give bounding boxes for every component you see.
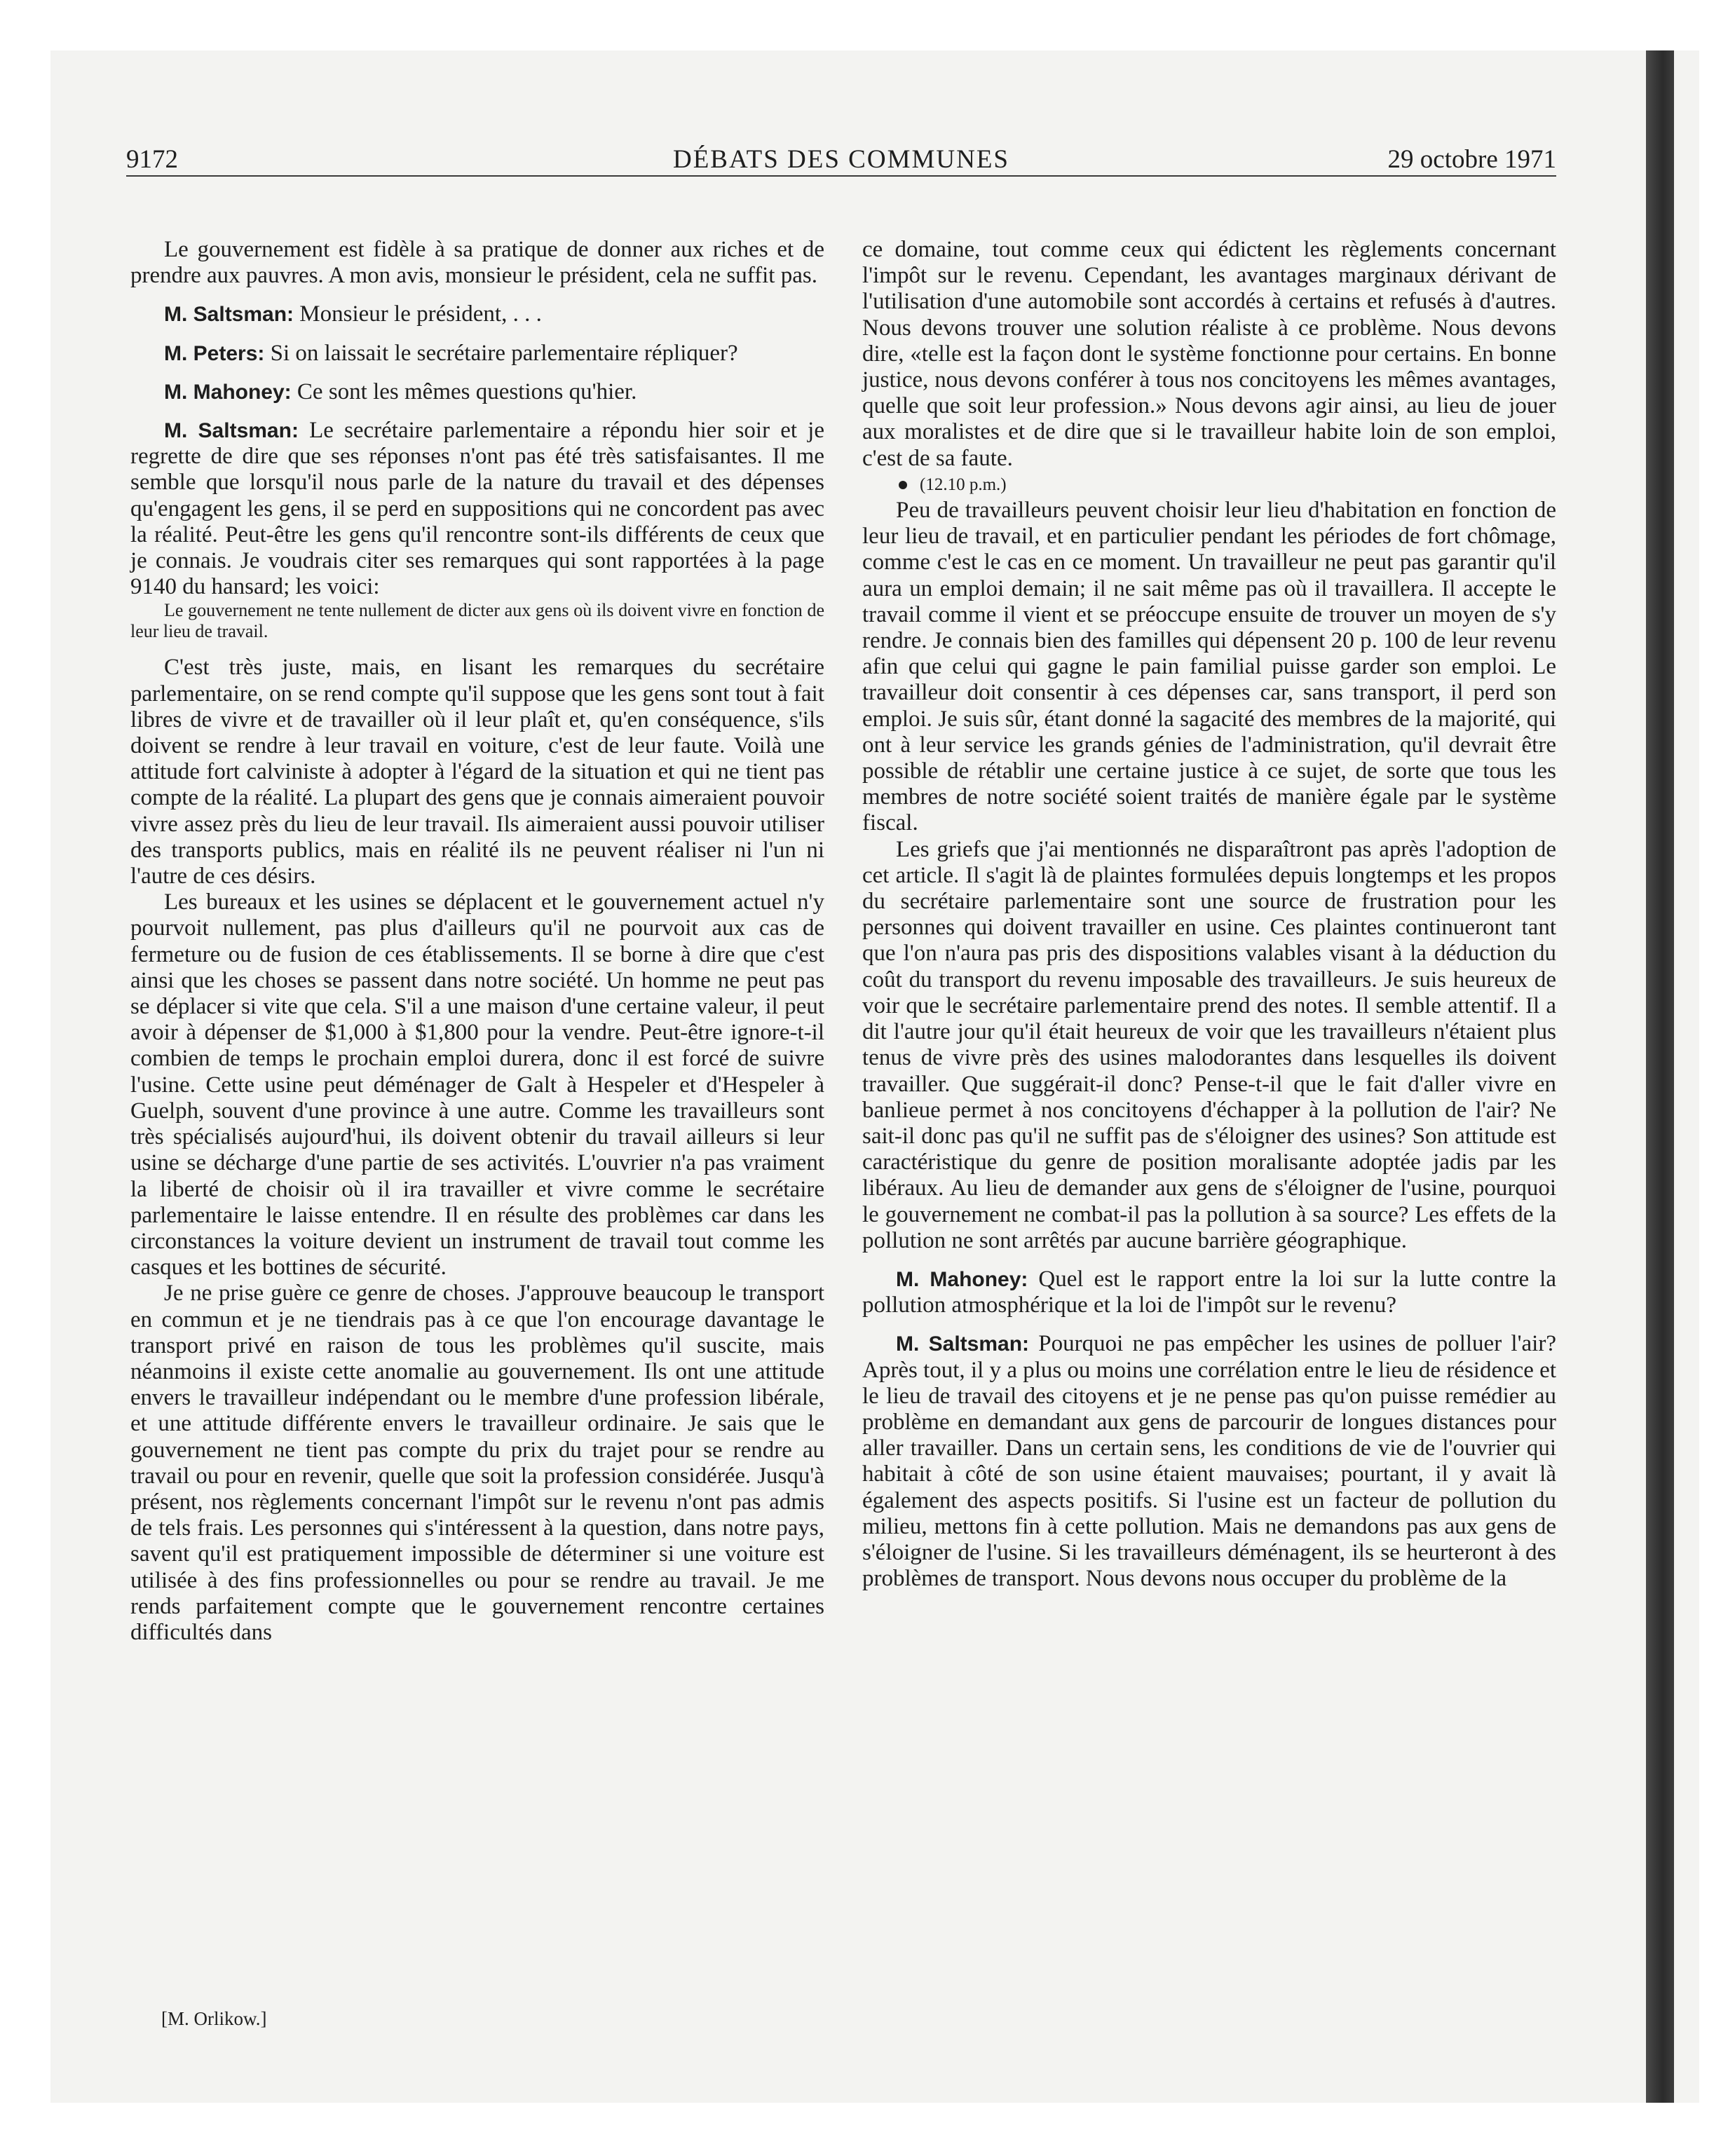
- right-column: [862, 237, 1556, 1592]
- paragraph: Les bureaux et les usines se déplacent et le gouvernement actuel n'y pourvoit nullement, pas plus d'ailleurs qu'il ne pourvoit aux cas de fermeture ou de fusion de ces établissements. Il se borne à dire que c'est ainsi que les choses se passent dans notre société. Un homme ne peut pas se déplacer si vite que cela. S'il a une maison d'une certaine valeur, il peut avoir à dépenser de $1,000 à $1,800 pour la vendre. Peut-être ignore-t-il combien de temps le prochain emploi durera, donc il est forcé de suivre l'usine. Cette usine peut déménager de Galt à Hespeler et d'Hespeler à Guelph, souvent d'une province à une autre. Comme les travailleurs sont très spécialisés aujourd'hui, ils doivent obtenir du travail ailleurs si leur usine se décharge d'une partie de ses activités. L'ouvrier n'a pas vraiment la liberté de choisir où il ira travailler et vivre comme le secrétaire parlementaire le laisse entendre. Il en résulte des problèmes car dans les circonstances la voiture devient un instrument de travail tout comme les casques et les bottines de sécurité.: [130, 889, 824, 1281]
- speech-text: Ce sont les mêmes questions qu'hier.: [291, 378, 637, 404]
- publication-title: DÉBATS DES COMMUNES: [672, 145, 1009, 174]
- speaker-reference: [M. Orlikow.]: [161, 2008, 267, 2029]
- speech-text: Pourquoi ne pas empêcher les usines de polluer l'air? Après tout, il y a plus ou moins une corrélation entre le lieu de résidence et le lieu de travail des citoyens et je ne pense pas qu'on puisse remédier au problème en demandant aux gens de parcourir de longues distances pour aller travailler. Dans un certain sens, les conditions de vie de l'ouvrier qui habitait à côté de son usine étaient mauvaises; pourtant, il y avait là également des aspects positifs. Si l'usine est un facteur de pollution du milieu, mettons fin à cette pollution. Mais ne demandons pas aux gens de s'éloigner de l'usine. Si les travailleurs déménagent, ils se heurteront à des problèmes de transport. Nous devons nous occuper du problème de la: [862, 1331, 1556, 1592]
- paragraph: Peu de travailleurs peuvent choisir leur lieu d'habitation en fonction de leur lieu de travail, et en particulier pendant les périodes de fort chômage, comme c'est le cas en ce moment. Un travailleur ne peut pas garantir qu'il aura un emploi demain; il ne sait même pas où il travaillera. Il accepte le travail comme il vient et se préoccupe ensuite de trouver un moyen de s'y rendre. Je connais bien des familles qui dépensent 20 p. 100 de leur revenu afin que celui qui gagne le pain familial puisse garder son emploi. Le travailleur doit consentir à ces dépenses car, sans transport, il perd son emploi. Je suis sûr, étant donné la sagacité des membres de la majorité, qui ont à leur service les grands génies de l'administration, qu'il devrait être possible de rétablir une certaine justice à ce sujet, de sorte que tous les membres de notre société soient traités de manière égale par le système fiscal.: [862, 498, 1556, 836]
- page-number: 9172: [126, 145, 178, 174]
- publication-date: 29 octobre 1971: [1387, 145, 1556, 174]
- speech-paragraph: [862, 1267, 1556, 1318]
- paragraph: Le gouvernement est fidèle à sa pratique de donner aux riches et de prendre aux pauvres. A mon avis, monsieur le président, cela ne suffit pas.: [130, 237, 824, 289]
- bullet-icon: [899, 481, 907, 489]
- paragraph: C'est très juste, mais, en lisant les remarques du secrétaire parlementaire, on se rend compte qu'il suppose que les gens sont tout à fait libres de vivre et de travailler où il leur plaît et, qu'en conséquence, s'ils doivent se rendre à leur travail en voiture, c'est de leur faute. Voilà une attitude fort calviniste à adopter à l'égard de la situation et qui ne tient pas compte de la réalité. La plupart des gens que je connais aimeraient pouvoir vivre assez près du lieu de leur travail. Ils aimeraient aussi pouvoir utiliser des transports publics, mais en réalité ils ne peuvent réaliser ni l'un ni l'autre de ces désirs.: [130, 655, 824, 889]
- speech-paragraph: [130, 418, 824, 600]
- speaker-name: M. Mahoney:: [164, 380, 292, 404]
- left-column: [130, 237, 824, 1646]
- block-quote: Le gouvernement ne tente nullement de dicter aux gens où ils doivent vivre en fonction de leur lieu de travail.: [130, 600, 824, 642]
- speech-paragraph: [862, 1331, 1556, 1592]
- speaker-name: M. Mahoney:: [896, 1267, 1028, 1291]
- speech-text: Si on laissait le secrétaire parlementaire répliquer?: [264, 340, 738, 366]
- speech-text: Le secrétaire parlementaire a répondu hier soir et je regrette de dire que ses réponses n'ont pas été très satisfaisantes. Il me semble que lorsqu'il nous parle de la nature du travail et des dépenses qu'engagent les gens, il se perd en suppositions qui ne concordent pas avec la réalité. Peut-être les gens qu'il rencontre sont-ils différents de ceux que je connais. Je voudrais citer ses remarques qui sont rapportées à la page 9140 du hansard; les voici:: [130, 418, 824, 600]
- paragraph: Je ne prise guère ce genre de choses. J'approuve beaucoup le transport en commun et je ne tiendrais pas à ce que l'on encourage davantage le transport privé en raison de tous les problèmes qu'il suscite, mais néanmoins il existe cette anomalie au gouvernement. Ils ont une attitude envers le travailleur indépendant ou le membre d'une profession libérale, et une attitude différente envers le travailleur ordinaire. Je sais que le gouvernement ne tient pas compte du prix du trajet pour se rendre au travail ou pour en revenir, quelle que soit la profession considérée. Jusqu'à présent, nos règlements concernant l'impôt sur le revenu n'ont pas admis de tels frais. Les personnes qui s'intéressent à la question, dans notre pays, savent qu'il est pratiquement impossible de déterminer si une voiture est utilisée à des fins professionnelles ou pour se rendre au travail. Je me rends parfaitement compte que le gouvernement rencontre certaines difficultés dans: [130, 1281, 824, 1645]
- speech-paragraph: [130, 341, 824, 367]
- speaker-name: M. Saltsman:: [164, 419, 299, 443]
- speaker-name: M. Saltsman:: [164, 303, 294, 327]
- speech-paragraph: [130, 379, 824, 405]
- time-stamp: [862, 472, 1556, 498]
- speaker-name: M. Peters:: [164, 341, 265, 365]
- paragraph: Les griefs que j'ai mentionnés ne disparaîtront pas après l'adoption de cet article. Il s'agit là de plaintes formulées depuis longtemps et les propos du secrétaire parlementaire sont une source de frustration pour les personnes qui doivent travailler en usine. Ces plaintes continueront tant que l'on n'aura pas pris des dispositions valables visant à la déduction du coût du transport du revenu imposable des travailleurs. Je suis heureux de voir que le secrétaire parlementaire prend des notes. Il semble attentif. Il a dit l'autre jour qu'il était heureux de voir que les travailleurs n'étaient plus tenus de vivre près des usines malodorantes dans lesquelles ils doivent travailler. Que suggérait-il donc? Pense-t-il que le fait d'aller vivre en banlieue permet à nos concitoyens d'échapper à la pollution de l'air? Ne sait-il donc pas qu'il ne suffit pas de s'éloigner des usines? Son attitude est caractéristique du genre de position moralisante adoptée jadis par les libéraux. Au lieu de demander aux gens de s'éloigner de l'usine, pourquoi le gouvernement ne combat-il pas la pollution à sa source? Les effets de la pollution ne sont arrêtés par aucune barrière géographique.: [862, 836, 1556, 1253]
- scan-edge-shadow: [1646, 50, 1674, 2103]
- time-stamp-text: (12.10 p.m.): [920, 475, 1007, 494]
- page-header: [126, 144, 1556, 177]
- speech-paragraph: [130, 301, 824, 327]
- speech-text: Monsieur le président, . . .: [294, 301, 542, 327]
- paragraph: ce domaine, tout comme ceux qui édictent les règlements concernant l'impôt sur le revenu. Cependant, les avantages marginaux dérivant de l'utilisation d'une automobile sont accordés à certains et refusés à d'autres. Nous devons trouver une solution réaliste à ce problème. Nous devons dire, «telle est la façon dont le système fonctionne pour certains. En bonne justice, nous devons conférer à tous nos concitoyens les mêmes avantages, quelle que soit leur profession.» Nous devons agir ainsi, au lieu de jouer aux moralistes et de dire que si le travailleur habite loin de son emploi, c'est de sa faute.: [862, 237, 1556, 471]
- speaker-name: M. Saltsman:: [896, 1332, 1030, 1356]
- speech-text: Quel est le rapport entre la loi sur la lutte contre la pollution atmosphérique et la loi de l'impôt sur le revenu?: [862, 1266, 1556, 1318]
